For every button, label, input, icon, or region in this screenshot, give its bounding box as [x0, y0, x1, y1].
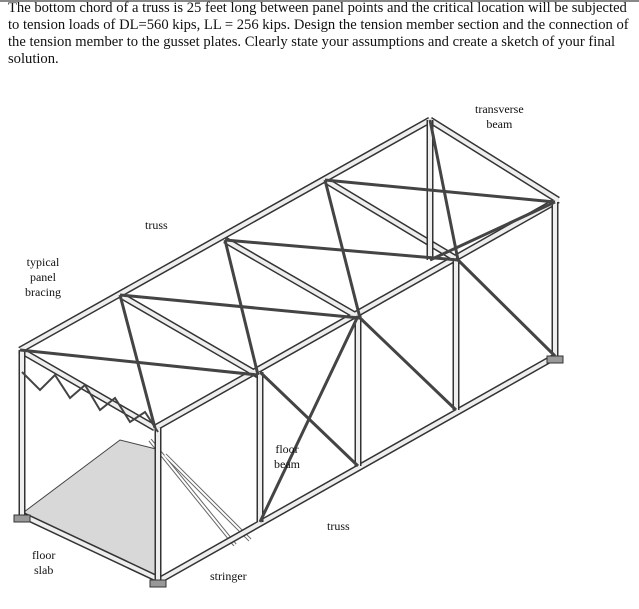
label-truss-bottom: truss — [327, 519, 350, 533]
label-truss-top: truss — [145, 218, 168, 232]
label-stringer: stringer — [210, 569, 247, 583]
label-transverse-beam — [475, 102, 524, 132]
label-line: floor — [32, 548, 56, 562]
truss-bridge-diagram — [0, 90, 639, 609]
label-line: beam — [486, 117, 513, 131]
label-floor-beam — [274, 442, 300, 472]
problem-statement: The bottom chord of a truss is 25 feet long between panel points and the critical location will be subjected to tension loads of DL=560 kips, LL = 256 kips. Design the tension member section and the connection of the tension member to the gusset plates. Clearly state your assumptions and create a sketch of your final solution. — [8, 0, 629, 67]
portal-bracing — [22, 372, 158, 432]
label-line: beam — [274, 457, 300, 471]
label-line: slab — [33, 563, 54, 577]
label-line: floor — [275, 442, 299, 456]
label-line: transverse — [475, 102, 524, 116]
label-line: panel — [29, 270, 56, 284]
label-panel-bracing — [25, 255, 61, 300]
label-floor-slab — [32, 548, 55, 578]
label-line: typical — [26, 255, 60, 269]
label-line: bracing — [25, 285, 61, 299]
